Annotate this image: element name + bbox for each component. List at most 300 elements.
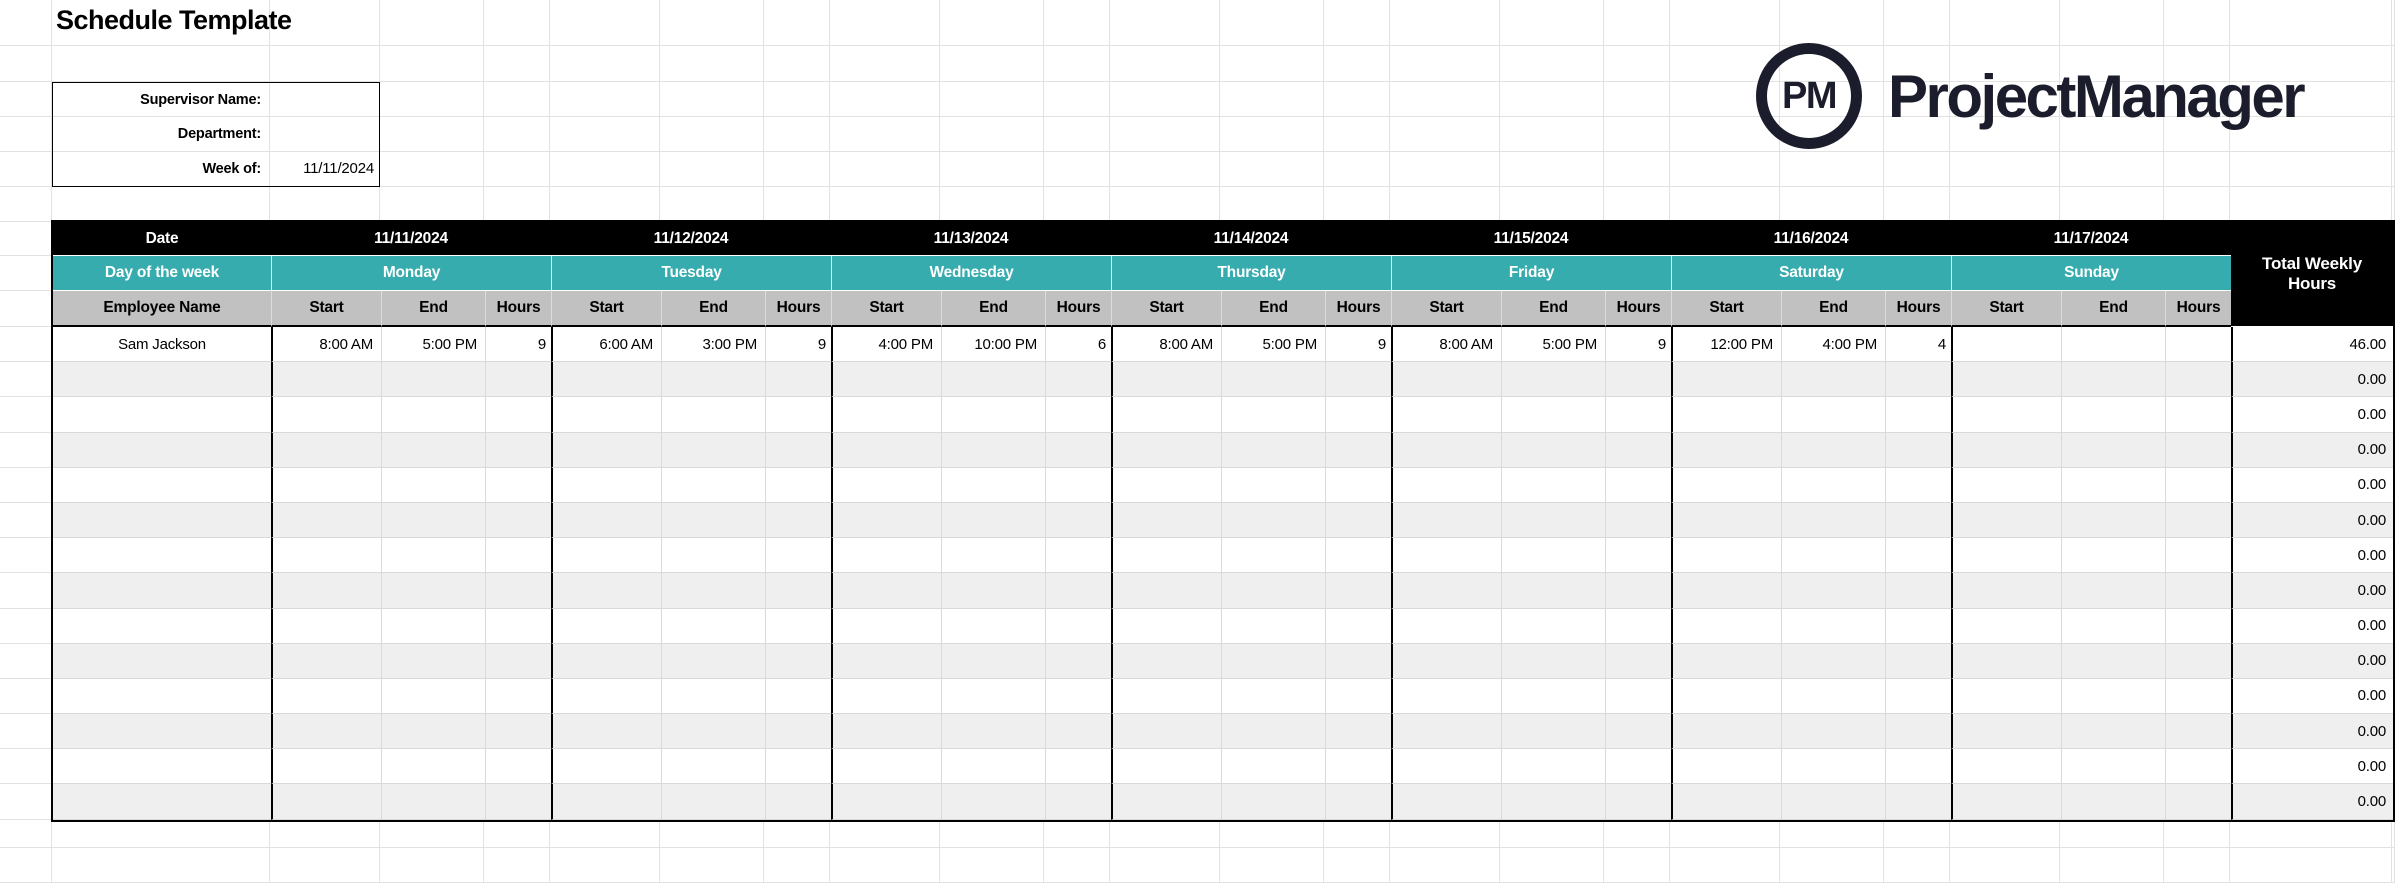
cell-start[interactable] bbox=[1391, 784, 1501, 819]
cell-hours[interactable] bbox=[485, 784, 551, 819]
cell-start[interactable] bbox=[1951, 644, 2061, 679]
cell-start[interactable] bbox=[551, 679, 661, 714]
cell-start[interactable] bbox=[831, 397, 941, 432]
cell-end[interactable] bbox=[2061, 503, 2165, 538]
cell-end[interactable] bbox=[941, 433, 1045, 468]
cell-end[interactable] bbox=[2061, 573, 2165, 608]
cell-start[interactable] bbox=[831, 714, 941, 749]
cell-end[interactable] bbox=[2061, 538, 2165, 573]
cell-start[interactable] bbox=[1951, 679, 2061, 714]
cell-hours[interactable] bbox=[1885, 503, 1951, 538]
cell-hours[interactable] bbox=[485, 749, 551, 784]
cell-employee-name[interactable] bbox=[53, 397, 271, 432]
cell-start[interactable] bbox=[1391, 362, 1501, 397]
cell-end[interactable] bbox=[381, 362, 485, 397]
cell-start[interactable] bbox=[1111, 503, 1221, 538]
cell-end[interactable] bbox=[941, 749, 1045, 784]
cell-hours[interactable] bbox=[1045, 397, 1111, 432]
cell-end[interactable] bbox=[2061, 749, 2165, 784]
cell-end[interactable] bbox=[941, 362, 1045, 397]
cell-hours[interactable] bbox=[1325, 468, 1391, 503]
cell-start[interactable] bbox=[1391, 538, 1501, 573]
cell-start[interactable] bbox=[1391, 573, 1501, 608]
cell-hours[interactable] bbox=[485, 362, 551, 397]
cell-start[interactable] bbox=[551, 609, 661, 644]
cell-start[interactable] bbox=[1671, 362, 1781, 397]
cell-start[interactable] bbox=[271, 749, 381, 784]
cell-hours[interactable] bbox=[485, 609, 551, 644]
cell-end[interactable] bbox=[1221, 714, 1325, 749]
cell-hours[interactable] bbox=[765, 503, 831, 538]
cell-hours[interactable]: 6 bbox=[1045, 327, 1111, 362]
cell-start[interactable] bbox=[271, 433, 381, 468]
cell-start[interactable] bbox=[1671, 644, 1781, 679]
cell-hours[interactable] bbox=[1045, 679, 1111, 714]
week-of-value[interactable]: 11/11/2024 bbox=[303, 160, 374, 178]
cell-end[interactable] bbox=[381, 644, 485, 679]
cell-start[interactable] bbox=[1391, 749, 1501, 784]
cell-hours[interactable] bbox=[1605, 573, 1671, 608]
cell-end[interactable] bbox=[661, 644, 765, 679]
cell-hours[interactable] bbox=[1325, 503, 1391, 538]
cell-start[interactable]: 8:00 AM bbox=[271, 327, 381, 362]
cell-hours[interactable] bbox=[485, 573, 551, 608]
cell-hours[interactable] bbox=[2165, 714, 2231, 749]
cell-end[interactable] bbox=[661, 503, 765, 538]
cell-hours[interactable] bbox=[2165, 749, 2231, 784]
cell-start[interactable] bbox=[831, 538, 941, 573]
cell-hours[interactable] bbox=[765, 609, 831, 644]
cell-start[interactable] bbox=[1951, 784, 2061, 819]
cell-hours[interactable] bbox=[1045, 573, 1111, 608]
cell-end[interactable] bbox=[661, 749, 765, 784]
cell-hours[interactable] bbox=[2165, 468, 2231, 503]
cell-end[interactable] bbox=[1501, 397, 1605, 432]
cell-start[interactable] bbox=[551, 573, 661, 608]
cell-start[interactable] bbox=[831, 573, 941, 608]
cell-hours[interactable]: 9 bbox=[1325, 327, 1391, 362]
cell-hours[interactable] bbox=[1325, 714, 1391, 749]
cell-hours[interactable] bbox=[765, 644, 831, 679]
cell-start[interactable] bbox=[831, 749, 941, 784]
cell-start[interactable] bbox=[831, 609, 941, 644]
cell-start[interactable] bbox=[271, 362, 381, 397]
cell-end[interactable]: 3:00 PM bbox=[661, 327, 765, 362]
cell-start[interactable] bbox=[1671, 784, 1781, 819]
cell-start[interactable] bbox=[271, 679, 381, 714]
cell-start[interactable] bbox=[831, 644, 941, 679]
cell-end[interactable] bbox=[1221, 362, 1325, 397]
cell-hours[interactable] bbox=[1885, 714, 1951, 749]
cell-end[interactable] bbox=[941, 573, 1045, 608]
cell-start[interactable]: 4:00 PM bbox=[831, 327, 941, 362]
cell-hours[interactable] bbox=[1045, 714, 1111, 749]
cell-end[interactable] bbox=[941, 679, 1045, 714]
cell-hours[interactable] bbox=[765, 538, 831, 573]
cell-end[interactable] bbox=[941, 714, 1045, 749]
cell-end[interactable] bbox=[1221, 784, 1325, 819]
cell-start[interactable]: 8:00 AM bbox=[1391, 327, 1501, 362]
cell-start[interactable] bbox=[1391, 714, 1501, 749]
cell-start[interactable] bbox=[1391, 397, 1501, 432]
cell-hours[interactable] bbox=[765, 433, 831, 468]
cell-end[interactable] bbox=[1221, 468, 1325, 503]
cell-start[interactable] bbox=[1111, 644, 1221, 679]
cell-start[interactable] bbox=[1671, 679, 1781, 714]
cell-hours[interactable] bbox=[1605, 679, 1671, 714]
cell-end[interactable] bbox=[661, 538, 765, 573]
cell-end[interactable] bbox=[941, 503, 1045, 538]
cell-hours[interactable]: 4 bbox=[1885, 327, 1951, 362]
cell-hours[interactable] bbox=[765, 573, 831, 608]
cell-hours[interactable] bbox=[2165, 679, 2231, 714]
cell-hours[interactable] bbox=[2165, 609, 2231, 644]
cell-hours[interactable] bbox=[1605, 433, 1671, 468]
cell-start[interactable] bbox=[1671, 468, 1781, 503]
cell-end[interactable] bbox=[1221, 679, 1325, 714]
cell-start[interactable] bbox=[551, 468, 661, 503]
cell-start[interactable] bbox=[1111, 679, 1221, 714]
cell-start[interactable] bbox=[551, 749, 661, 784]
cell-end[interactable] bbox=[1221, 609, 1325, 644]
cell-hours[interactable] bbox=[1885, 397, 1951, 432]
cell-end[interactable] bbox=[1501, 468, 1605, 503]
cell-start[interactable] bbox=[1391, 679, 1501, 714]
cell-end[interactable] bbox=[2061, 327, 2165, 362]
cell-hours[interactable] bbox=[1045, 644, 1111, 679]
cell-hours[interactable] bbox=[1605, 784, 1671, 819]
cell-hours[interactable] bbox=[1325, 573, 1391, 608]
cell-hours[interactable] bbox=[1325, 749, 1391, 784]
cell-end[interactable] bbox=[661, 784, 765, 819]
cell-hours[interactable] bbox=[1605, 468, 1671, 503]
cell-end[interactable]: 5:00 PM bbox=[381, 327, 485, 362]
cell-end[interactable] bbox=[1501, 362, 1605, 397]
cell-end[interactable] bbox=[381, 749, 485, 784]
cell-hours[interactable] bbox=[1325, 538, 1391, 573]
cell-start[interactable] bbox=[831, 362, 941, 397]
cell-employee-name[interactable] bbox=[53, 749, 271, 784]
cell-start[interactable] bbox=[1951, 609, 2061, 644]
cell-employee-name[interactable] bbox=[53, 679, 271, 714]
cell-start[interactable] bbox=[831, 468, 941, 503]
cell-start[interactable] bbox=[1951, 468, 2061, 503]
cell-end[interactable]: 4:00 PM bbox=[1781, 327, 1885, 362]
cell-end[interactable] bbox=[381, 433, 485, 468]
cell-hours[interactable] bbox=[2165, 538, 2231, 573]
cell-end[interactable] bbox=[1781, 679, 1885, 714]
cell-start[interactable] bbox=[551, 538, 661, 573]
cell-end[interactable] bbox=[941, 397, 1045, 432]
cell-start[interactable] bbox=[1951, 327, 2061, 362]
cell-hours[interactable] bbox=[1885, 538, 1951, 573]
cell-hours[interactable]: 9 bbox=[1605, 327, 1671, 362]
cell-end[interactable] bbox=[661, 433, 765, 468]
cell-hours[interactable] bbox=[1045, 784, 1111, 819]
cell-end[interactable] bbox=[1781, 503, 1885, 538]
cell-hours[interactable] bbox=[485, 679, 551, 714]
cell-start[interactable] bbox=[1391, 503, 1501, 538]
cell-start[interactable] bbox=[1951, 433, 2061, 468]
cell-end[interactable] bbox=[381, 784, 485, 819]
cell-start[interactable] bbox=[551, 397, 661, 432]
cell-end[interactable] bbox=[1501, 573, 1605, 608]
cell-start[interactable] bbox=[1951, 362, 2061, 397]
cell-hours[interactable] bbox=[765, 679, 831, 714]
cell-end[interactable] bbox=[2061, 679, 2165, 714]
cell-end[interactable] bbox=[381, 573, 485, 608]
cell-end[interactable] bbox=[1781, 749, 1885, 784]
cell-hours[interactable] bbox=[1885, 573, 1951, 608]
cell-end[interactable] bbox=[1501, 714, 1605, 749]
cell-start[interactable] bbox=[1111, 362, 1221, 397]
cell-end[interactable]: 5:00 PM bbox=[1221, 327, 1325, 362]
cell-start[interactable] bbox=[1111, 609, 1221, 644]
cell-hours[interactable] bbox=[2165, 327, 2231, 362]
cell-employee-name[interactable] bbox=[53, 503, 271, 538]
cell-start[interactable] bbox=[1951, 503, 2061, 538]
cell-end[interactable] bbox=[1781, 362, 1885, 397]
cell-employee-name[interactable] bbox=[53, 468, 271, 503]
cell-start[interactable] bbox=[1391, 433, 1501, 468]
cell-hours[interactable] bbox=[1045, 538, 1111, 573]
cell-employee-name[interactable] bbox=[53, 433, 271, 468]
cell-end[interactable] bbox=[1501, 679, 1605, 714]
cell-hours[interactable] bbox=[1885, 784, 1951, 819]
cell-hours[interactable] bbox=[1325, 397, 1391, 432]
cell-hours[interactable] bbox=[765, 362, 831, 397]
cell-end[interactable] bbox=[2061, 784, 2165, 819]
cell-hours[interactable] bbox=[1605, 609, 1671, 644]
cell-hours[interactable] bbox=[485, 433, 551, 468]
cell-start[interactable] bbox=[271, 468, 381, 503]
cell-hours[interactable] bbox=[2165, 433, 2231, 468]
cell-hours[interactable] bbox=[1885, 468, 1951, 503]
supervisor-name-value[interactable] bbox=[269, 83, 379, 117]
cell-start[interactable] bbox=[271, 503, 381, 538]
cell-hours[interactable] bbox=[1605, 714, 1671, 749]
cell-hours[interactable] bbox=[765, 784, 831, 819]
cell-end[interactable] bbox=[941, 609, 1045, 644]
cell-employee-name[interactable] bbox=[53, 784, 271, 819]
cell-employee-name[interactable] bbox=[53, 609, 271, 644]
cell-end[interactable] bbox=[2061, 433, 2165, 468]
cell-start[interactable] bbox=[831, 679, 941, 714]
cell-end[interactable] bbox=[661, 573, 765, 608]
cell-start[interactable] bbox=[1671, 503, 1781, 538]
cell-start[interactable] bbox=[1671, 397, 1781, 432]
cell-end[interactable] bbox=[381, 609, 485, 644]
cell-start[interactable] bbox=[1391, 468, 1501, 503]
cell-start[interactable] bbox=[551, 433, 661, 468]
cell-start[interactable] bbox=[1671, 538, 1781, 573]
cell-end[interactable] bbox=[381, 503, 485, 538]
cell-hours[interactable] bbox=[765, 749, 831, 784]
cell-hours[interactable] bbox=[2165, 397, 2231, 432]
cell-hours[interactable] bbox=[1045, 433, 1111, 468]
cell-end[interactable] bbox=[1501, 433, 1605, 468]
cell-start[interactable] bbox=[1111, 749, 1221, 784]
cell-end[interactable] bbox=[1221, 538, 1325, 573]
cell-start[interactable] bbox=[551, 784, 661, 819]
cell-start[interactable] bbox=[1111, 538, 1221, 573]
cell-employee-name[interactable] bbox=[53, 644, 271, 679]
cell-hours[interactable] bbox=[1045, 362, 1111, 397]
cell-hours[interactable] bbox=[2165, 362, 2231, 397]
cell-end[interactable] bbox=[1221, 397, 1325, 432]
cell-hours[interactable] bbox=[485, 644, 551, 679]
cell-start[interactable] bbox=[1951, 749, 2061, 784]
cell-end[interactable] bbox=[381, 468, 485, 503]
cell-start[interactable] bbox=[1671, 749, 1781, 784]
cell-end[interactable] bbox=[1781, 468, 1885, 503]
cell-end[interactable] bbox=[1781, 433, 1885, 468]
cell-end[interactable] bbox=[1221, 644, 1325, 679]
cell-hours[interactable] bbox=[1885, 433, 1951, 468]
cell-start[interactable] bbox=[1951, 573, 2061, 608]
cell-start[interactable] bbox=[1671, 609, 1781, 644]
cell-end[interactable] bbox=[1781, 573, 1885, 608]
cell-hours[interactable] bbox=[1325, 433, 1391, 468]
cell-hours[interactable] bbox=[1325, 679, 1391, 714]
cell-end[interactable] bbox=[2061, 362, 2165, 397]
cell-end[interactable] bbox=[1221, 573, 1325, 608]
cell-start[interactable] bbox=[1391, 609, 1501, 644]
cell-start[interactable] bbox=[1671, 573, 1781, 608]
cell-start[interactable] bbox=[1951, 714, 2061, 749]
cell-start[interactable] bbox=[1671, 433, 1781, 468]
cell-end[interactable] bbox=[381, 714, 485, 749]
cell-hours[interactable]: 9 bbox=[765, 327, 831, 362]
cell-hours[interactable] bbox=[1605, 644, 1671, 679]
cell-start[interactable] bbox=[271, 644, 381, 679]
cell-hours[interactable] bbox=[2165, 784, 2231, 819]
cell-hours[interactable]: 9 bbox=[485, 327, 551, 362]
cell-hours[interactable] bbox=[485, 397, 551, 432]
cell-hours[interactable] bbox=[1325, 362, 1391, 397]
cell-start[interactable] bbox=[271, 609, 381, 644]
cell-hours[interactable] bbox=[1885, 644, 1951, 679]
cell-hours[interactable] bbox=[485, 503, 551, 538]
cell-start[interactable] bbox=[551, 644, 661, 679]
cell-end[interactable] bbox=[1501, 784, 1605, 819]
cell-end[interactable] bbox=[1221, 503, 1325, 538]
cell-end[interactable] bbox=[941, 538, 1045, 573]
cell-end[interactable] bbox=[661, 468, 765, 503]
cell-hours[interactable] bbox=[2165, 573, 2231, 608]
cell-end[interactable]: 10:00 PM bbox=[941, 327, 1045, 362]
cell-end[interactable] bbox=[1501, 644, 1605, 679]
cell-hours[interactable] bbox=[1605, 538, 1671, 573]
cell-end[interactable] bbox=[381, 679, 485, 714]
cell-start[interactable] bbox=[1951, 397, 2061, 432]
cell-end[interactable] bbox=[1781, 714, 1885, 749]
cell-start[interactable] bbox=[271, 538, 381, 573]
cell-hours[interactable] bbox=[765, 397, 831, 432]
cell-end[interactable] bbox=[1501, 538, 1605, 573]
cell-hours[interactable] bbox=[1045, 468, 1111, 503]
cell-end[interactable] bbox=[661, 714, 765, 749]
cell-start[interactable] bbox=[831, 433, 941, 468]
cell-hours[interactable] bbox=[765, 468, 831, 503]
cell-end[interactable] bbox=[941, 784, 1045, 819]
cell-end[interactable] bbox=[661, 679, 765, 714]
cell-hours[interactable] bbox=[1045, 503, 1111, 538]
cell-hours[interactable] bbox=[1325, 784, 1391, 819]
cell-employee-name[interactable] bbox=[53, 573, 271, 608]
cell-end[interactable] bbox=[941, 468, 1045, 503]
cell-end[interactable] bbox=[1781, 784, 1885, 819]
cell-hours[interactable] bbox=[765, 714, 831, 749]
cell-end[interactable] bbox=[1501, 503, 1605, 538]
cell-hours[interactable] bbox=[1325, 609, 1391, 644]
cell-end[interactable] bbox=[1221, 433, 1325, 468]
department-value[interactable] bbox=[269, 117, 379, 151]
cell-hours[interactable] bbox=[1605, 397, 1671, 432]
cell-end[interactable] bbox=[2061, 468, 2165, 503]
cell-hours[interactable] bbox=[1605, 749, 1671, 784]
cell-start[interactable] bbox=[271, 714, 381, 749]
cell-hours[interactable] bbox=[485, 538, 551, 573]
cell-end[interactable] bbox=[381, 538, 485, 573]
cell-end[interactable] bbox=[1781, 397, 1885, 432]
cell-end[interactable] bbox=[1221, 749, 1325, 784]
cell-hours[interactable] bbox=[2165, 503, 2231, 538]
cell-hours[interactable] bbox=[1045, 749, 1111, 784]
cell-start[interactable]: 8:00 AM bbox=[1111, 327, 1221, 362]
cell-hours[interactable] bbox=[1605, 503, 1671, 538]
cell-end[interactable] bbox=[1501, 749, 1605, 784]
cell-end[interactable] bbox=[2061, 644, 2165, 679]
cell-end[interactable] bbox=[1781, 644, 1885, 679]
cell-end[interactable] bbox=[661, 362, 765, 397]
cell-start[interactable] bbox=[1671, 714, 1781, 749]
cell-start[interactable] bbox=[551, 503, 661, 538]
cell-hours[interactable] bbox=[1885, 749, 1951, 784]
cell-start[interactable] bbox=[1391, 644, 1501, 679]
cell-hours[interactable] bbox=[1885, 609, 1951, 644]
cell-hours[interactable] bbox=[1885, 679, 1951, 714]
cell-employee-name[interactable]: Sam Jackson bbox=[53, 327, 271, 362]
cell-start[interactable] bbox=[1111, 573, 1221, 608]
cell-end[interactable] bbox=[661, 397, 765, 432]
cell-end[interactable] bbox=[2061, 609, 2165, 644]
cell-start[interactable] bbox=[271, 573, 381, 608]
cell-start[interactable] bbox=[1111, 714, 1221, 749]
cell-end[interactable] bbox=[1781, 609, 1885, 644]
cell-hours[interactable] bbox=[2165, 644, 2231, 679]
cell-start[interactable] bbox=[271, 784, 381, 819]
cell-hours[interactable] bbox=[1605, 362, 1671, 397]
cell-end[interactable] bbox=[941, 644, 1045, 679]
cell-start[interactable] bbox=[831, 784, 941, 819]
cell-end[interactable] bbox=[381, 397, 485, 432]
cell-start[interactable] bbox=[551, 714, 661, 749]
cell-employee-name[interactable] bbox=[53, 714, 271, 749]
cell-start[interactable] bbox=[1111, 468, 1221, 503]
cell-hours[interactable] bbox=[485, 468, 551, 503]
cell-start[interactable] bbox=[1951, 538, 2061, 573]
cell-employee-name[interactable] bbox=[53, 362, 271, 397]
cell-employee-name[interactable] bbox=[53, 538, 271, 573]
cell-end[interactable] bbox=[2061, 397, 2165, 432]
cell-start[interactable] bbox=[1111, 433, 1221, 468]
cell-end[interactable]: 5:00 PM bbox=[1501, 327, 1605, 362]
cell-hours[interactable] bbox=[1325, 644, 1391, 679]
cell-hours[interactable] bbox=[1045, 609, 1111, 644]
cell-start[interactable]: 12:00 PM bbox=[1671, 327, 1781, 362]
cell-hours[interactable] bbox=[485, 714, 551, 749]
